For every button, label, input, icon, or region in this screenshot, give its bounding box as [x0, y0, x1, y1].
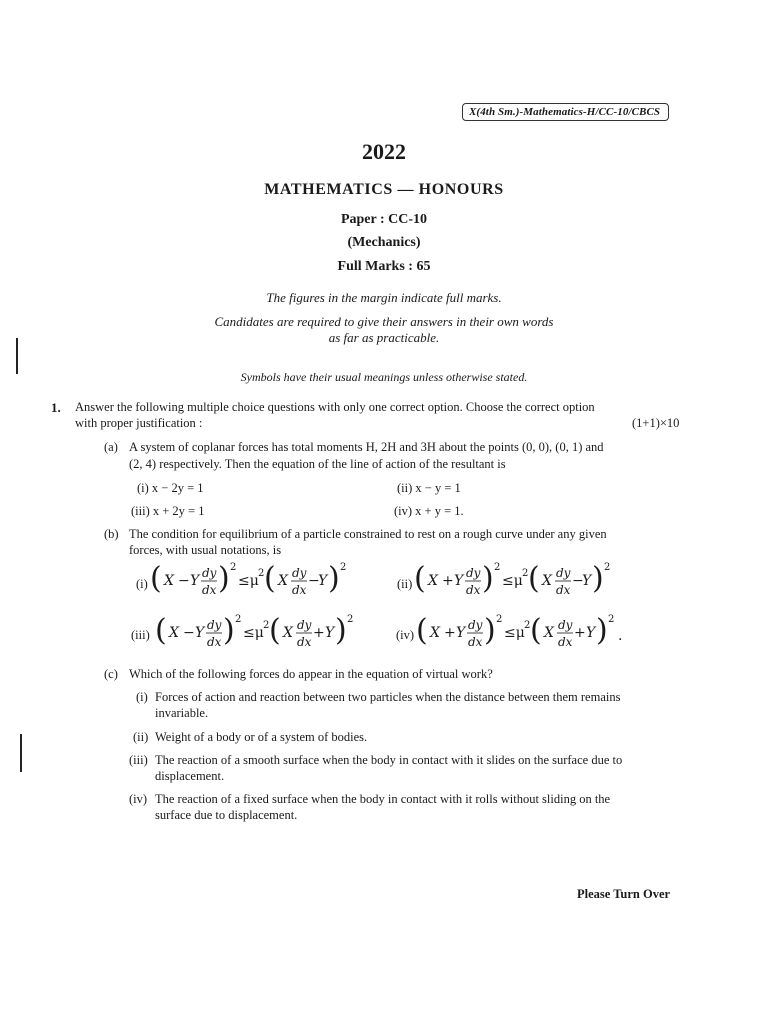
subject-title: MATHEMATICS — HONOURS: [264, 181, 504, 198]
part-c-option-iii-label: (iii): [129, 753, 148, 767]
svg-text:dx: dx: [468, 635, 483, 649]
svg-text:2: 2: [524, 620, 531, 631]
svg-text:+: +: [442, 573, 454, 589]
question-number: 1.: [51, 400, 61, 415]
svg-text:X: X: [278, 573, 288, 589]
part-b-label: (b): [104, 527, 119, 541]
margin-mark: [16, 338, 18, 374]
svg-text:2: 2: [235, 614, 242, 625]
svg-text:dx: dx: [558, 635, 573, 649]
svg-text:dx: dx: [207, 635, 222, 649]
svg-text:dy: dy: [207, 618, 222, 632]
svg-text:dx: dx: [292, 583, 307, 597]
margin-mark: [20, 734, 22, 772]
part-a-line2: (2, 4) respectively. Then the equation of the line of action of the resultant is: [129, 457, 506, 471]
svg-text:2: 2: [230, 562, 237, 573]
part-b-option-i-label: (i): [136, 577, 148, 591]
svg-text:Y: Y: [325, 625, 335, 641]
equation-b-ii: [414, 558, 624, 608]
paper-code: X(4th Sm.)-Mathematics-H/CC-10/CBCS: [462, 103, 669, 121]
svg-text:+: +: [313, 625, 325, 641]
question-stem-line2: with proper justification :: [75, 416, 203, 430]
svg-text:): ): [592, 561, 604, 596]
svg-text:Y: Y: [586, 625, 596, 641]
svg-text:dx: dx: [202, 583, 217, 597]
svg-text:(: (: [264, 561, 276, 596]
part-c-option-ii-label: (ii): [133, 730, 149, 744]
svg-text:2: 2: [496, 614, 503, 625]
svg-text:X: X: [169, 625, 179, 641]
svg-text:): ): [328, 561, 340, 596]
svg-text:Y: Y: [318, 573, 328, 589]
svg-text:+: +: [444, 625, 456, 641]
part-a-option-iv: (iv) x + y = 1.: [394, 504, 464, 518]
svg-text:): ): [482, 561, 494, 596]
topic-title: (Mechanics): [347, 235, 421, 250]
part-b-option-iv-label: (iv): [396, 628, 415, 642]
svg-text:X: X: [428, 573, 438, 589]
part-a-label: (a): [104, 440, 118, 454]
part-c-option-iv-line1: The reaction of a fixed surface when the body in contact with it rolls without sliding on the: [155, 792, 611, 806]
svg-text:X: X: [430, 625, 440, 641]
svg-text:Y: Y: [195, 625, 205, 641]
svg-text:(: (: [416, 613, 428, 648]
please-turn-over: Please Turn Over: [577, 887, 671, 901]
svg-text:−: −: [308, 573, 320, 589]
svg-text:): ): [596, 613, 608, 648]
svg-text:2: 2: [258, 568, 265, 579]
svg-text:2: 2: [347, 614, 354, 625]
svg-text:Y: Y: [456, 625, 466, 641]
svg-text:): ): [484, 613, 496, 648]
part-c-option-iii-line1: The reaction of a smooth surface when the body in contact with it slides on the surface due to: [155, 753, 623, 767]
equation-b-i: [150, 558, 350, 608]
part-c-option-i-line1: Forces of action and reaction between two particles when the distance between them remains: [155, 690, 621, 704]
instruction-practicable: as far as practicable.: [328, 330, 440, 345]
svg-text:X: X: [544, 625, 554, 641]
part-a-option-ii: (ii) x − y = 1: [397, 481, 461, 495]
part-b-line2: forces, with usual notations, is: [129, 543, 282, 557]
svg-text:(: (: [150, 561, 162, 596]
part-b-line1: The condition for equilibrium of a particle constrained to rest on a rough curve under any given: [129, 527, 607, 541]
svg-text:): ): [218, 561, 230, 596]
svg-text:dy: dy: [297, 618, 312, 632]
part-b-option-iii-label: (iii): [131, 628, 150, 642]
svg-text:Y: Y: [454, 573, 464, 589]
exam-year: 2022: [362, 139, 406, 164]
svg-text:+: +: [574, 625, 586, 641]
svg-text:dx: dx: [466, 583, 481, 597]
part-c-option-i-line2: invariable.: [155, 706, 209, 720]
instruction-margin: The figures in the margin indicate full marks.: [266, 290, 502, 305]
svg-text:dy: dy: [468, 618, 483, 632]
part-c-option-iii-line2: displacement.: [155, 769, 225, 783]
part-a-option-iii: (iii) x + 2y = 1: [131, 504, 205, 518]
part-a-option-i: (i) x − 2y = 1: [137, 481, 204, 495]
svg-text:Y: Y: [190, 573, 200, 589]
question-stem-line1: Answer the following multiple choice questions with only one correct option. Choose the correct option: [75, 400, 595, 414]
part-c-line1: Which of the following forces do appear in the equation of virtual work?: [129, 667, 493, 681]
part-b-option-ii-label: (ii): [397, 577, 413, 591]
svg-text:−: −: [183, 625, 195, 641]
svg-text:.: .: [618, 628, 623, 644]
svg-text:dy: dy: [202, 566, 217, 580]
svg-text:−: −: [178, 573, 190, 589]
svg-text:X: X: [542, 573, 552, 589]
part-c-option-i-label: (i): [136, 690, 148, 704]
equation-b-iii: [155, 610, 355, 660]
part-c-option-iv-label: (iv): [129, 792, 148, 806]
question-marks: (1+1)×10: [632, 416, 680, 430]
equation-b-iv: [416, 610, 626, 660]
svg-text:dx: dx: [556, 583, 571, 597]
part-c-label: (c): [104, 667, 118, 681]
instruction-symbols: Symbols have their usual meanings unless otherwise stated.: [240, 370, 528, 384]
svg-text:): ): [223, 613, 235, 648]
svg-text:X: X: [283, 625, 293, 641]
svg-text:(: (: [155, 613, 167, 648]
svg-text:dy: dy: [292, 566, 307, 580]
svg-text:X: X: [164, 573, 174, 589]
part-c-option-iv-line2: surface due to displacement.: [155, 808, 298, 822]
svg-text:≤μ: ≤μ: [243, 625, 264, 641]
svg-text:(: (: [528, 561, 540, 596]
svg-text:dy: dy: [556, 566, 571, 580]
svg-text:(: (: [269, 613, 281, 648]
svg-text:(: (: [414, 561, 426, 596]
svg-text:−: −: [572, 573, 584, 589]
svg-text:≤μ: ≤μ: [238, 573, 259, 589]
part-a-line1: A system of coplanar forces has total moments H, 2H and 3H about the points (0, 0), (0, 1) and: [129, 440, 604, 454]
svg-text:2: 2: [604, 562, 611, 573]
svg-text:(: (: [530, 613, 542, 648]
paper-code-title: Paper : CC-10: [340, 212, 428, 227]
svg-text:≤μ: ≤μ: [504, 625, 525, 641]
svg-text:dx: dx: [297, 635, 312, 649]
svg-text:2: 2: [522, 568, 529, 579]
svg-text:dy: dy: [558, 618, 573, 632]
svg-text:≤μ: ≤μ: [502, 573, 523, 589]
svg-text:2: 2: [263, 620, 270, 631]
instruction-own-words: Candidates are required to give their answers in their own words: [214, 314, 554, 329]
part-c-option-ii-line1: Weight of a body or of a system of bodies.: [155, 730, 368, 744]
svg-text:): ): [335, 613, 347, 648]
full-marks: Full Marks : 65: [337, 259, 431, 274]
svg-text:2: 2: [340, 562, 347, 573]
svg-text:dy: dy: [466, 566, 481, 580]
svg-text:2: 2: [494, 562, 501, 573]
svg-text:Y: Y: [582, 573, 592, 589]
svg-text:2: 2: [608, 614, 615, 625]
